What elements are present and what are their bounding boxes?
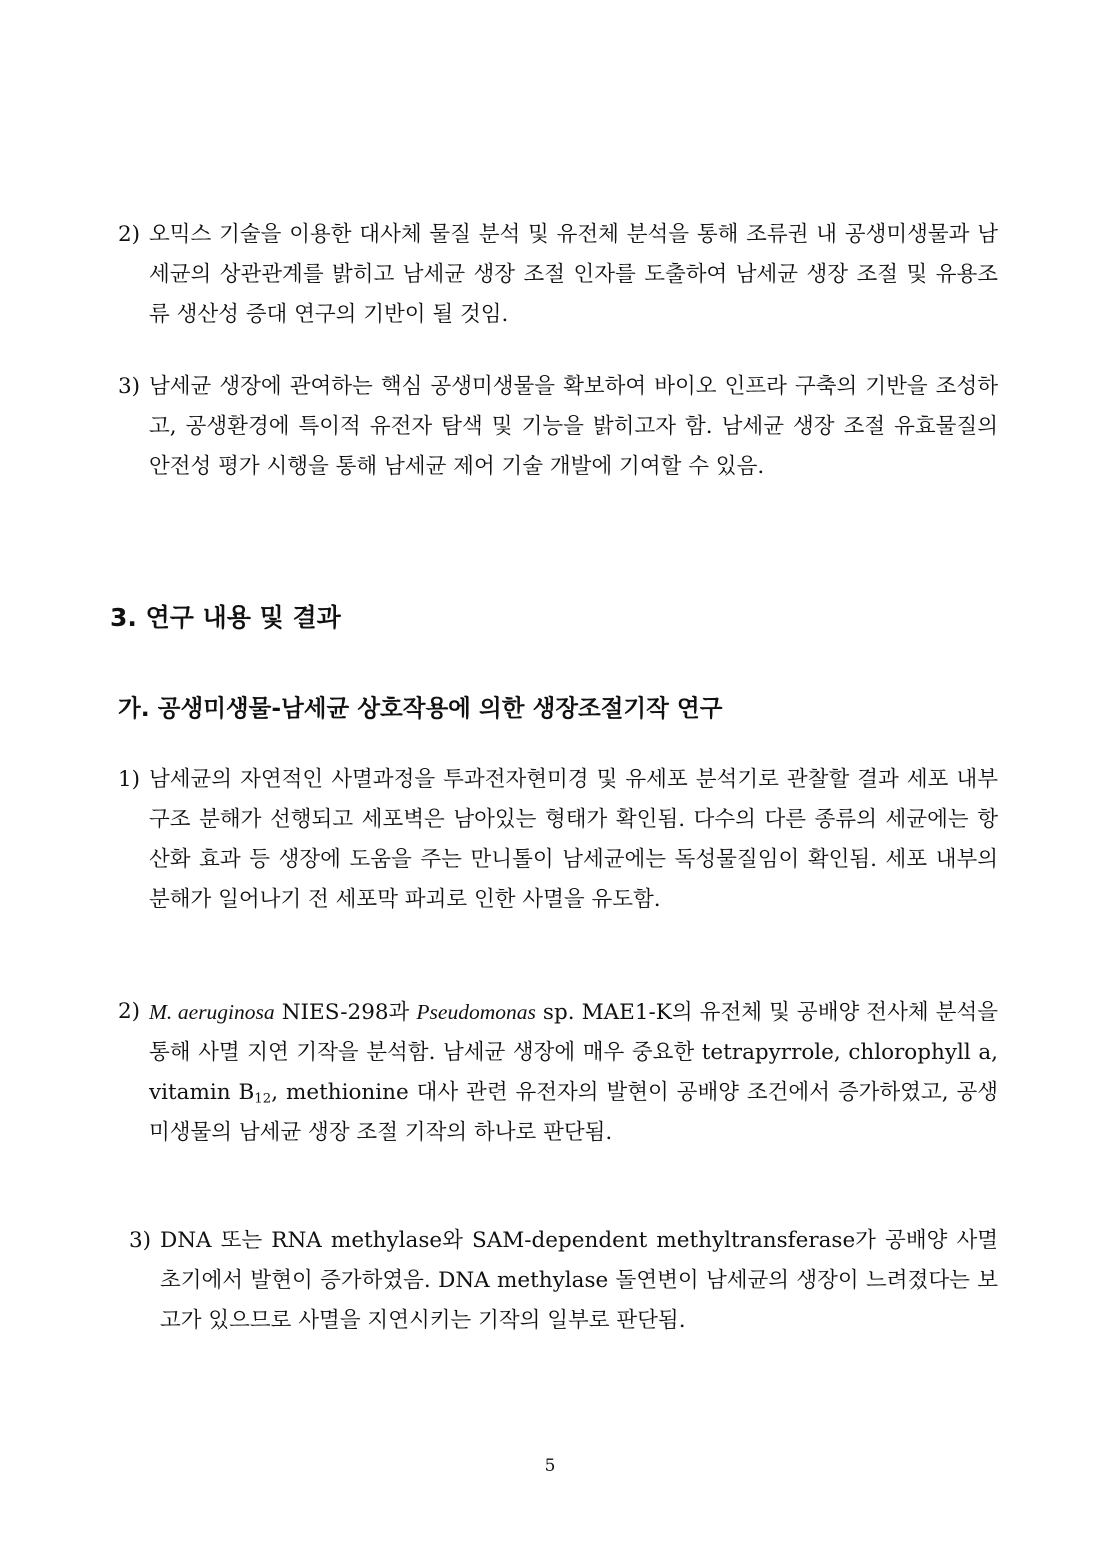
list-item — [118, 760, 998, 920]
item-text-part: , methionine 대사 관련 유전자의 발현이 공배양 조건에서 증가하였고, 공생미생물의 남세균 생장 조절 기작의 하나로 판단됨. — [149, 1080, 998, 1145]
list-item — [118, 215, 998, 335]
page-number: 5 — [544, 1456, 556, 1476]
list-item — [129, 1221, 998, 1341]
item-number: 2) — [118, 999, 141, 1024]
item-text — [149, 992, 998, 1153]
item-number: 3) — [118, 374, 141, 399]
item-text-part: sp. MAE1-K의 유전체 및 공배양 전사체 분석을 통해 사멸 지연 기작을 분석함. 남세균 생장에 매우 중요한 tetrapyrrole, chlorophyll a, vitamin B — [149, 1000, 998, 1105]
subscript: 12 — [254, 1091, 272, 1107]
item-text: 남세균 생장에 관여하는 핵심 공생미생물을 확보하여 바이오 인프라 구축의 기반을 조성하고, 공생환경에 특이적 유전자 탐색 및 기능을 밝히고자 함. 남세균 생장 조절 유효물질의 안전성 평가 시행을 통해 남세균 제어 기술 개발에 기여할 수 있음. — [149, 374, 998, 479]
species-name: Pseudomonas — [416, 1000, 536, 1024]
species-name: M. aeruginosa — [149, 1000, 275, 1024]
list-item — [118, 367, 998, 487]
item-number: 3) — [129, 1228, 152, 1253]
strain-text: NIES-298과 — [281, 1000, 410, 1025]
section-heading: 3. 연구 내용 및 결과 — [110, 603, 341, 632]
list-item — [118, 992, 998, 1153]
item-text: 남세균의 자연적인 사멸과정을 투과전자현미경 및 유세포 분석기로 관찰할 결과 세포 내부구조 분해가 선행되고 세포벽은 남아있는 형태가 확인됨. 다수의 다른 종류의 세균에는 항산화 효과 등 생장에 도움을 주는 만니톨이 남세균에는 독성물질임이 확인됨. 세포 내부의 분해가 일어나기 전 세포막 파괴로 인한 사멸을 유도함. — [149, 767, 998, 912]
item-text: DNA 또는 RNA methylase와 SAM-dependent methyltransferase가 공배양 사멸초기에서 발현이 증가하였음. DNA methylase 돌연변이 남세균의 생장이 느려졌다는 보고가 있으므로 사멸을 지연시키는 기작의 일부로 판단됨. — [160, 1228, 998, 1333]
item-number: 1) — [118, 767, 141, 792]
item-number: 2) — [118, 222, 141, 247]
subsection-heading: 가. 공생미생물-남세균 상호작용에 의한 생장조절기작 연구 — [118, 694, 723, 722]
item-text: 오믹스 기술을 이용한 대사체 물질 분석 및 유전체 분석을 통해 조류권 내 공생미생물과 남세균의 상관관계를 밝히고 남세균 생장 조절 인자를 도출하여 남세균 생장 조절 및 유용조류 생산성 증대 연구의 기반이 될 것임. — [149, 222, 998, 327]
